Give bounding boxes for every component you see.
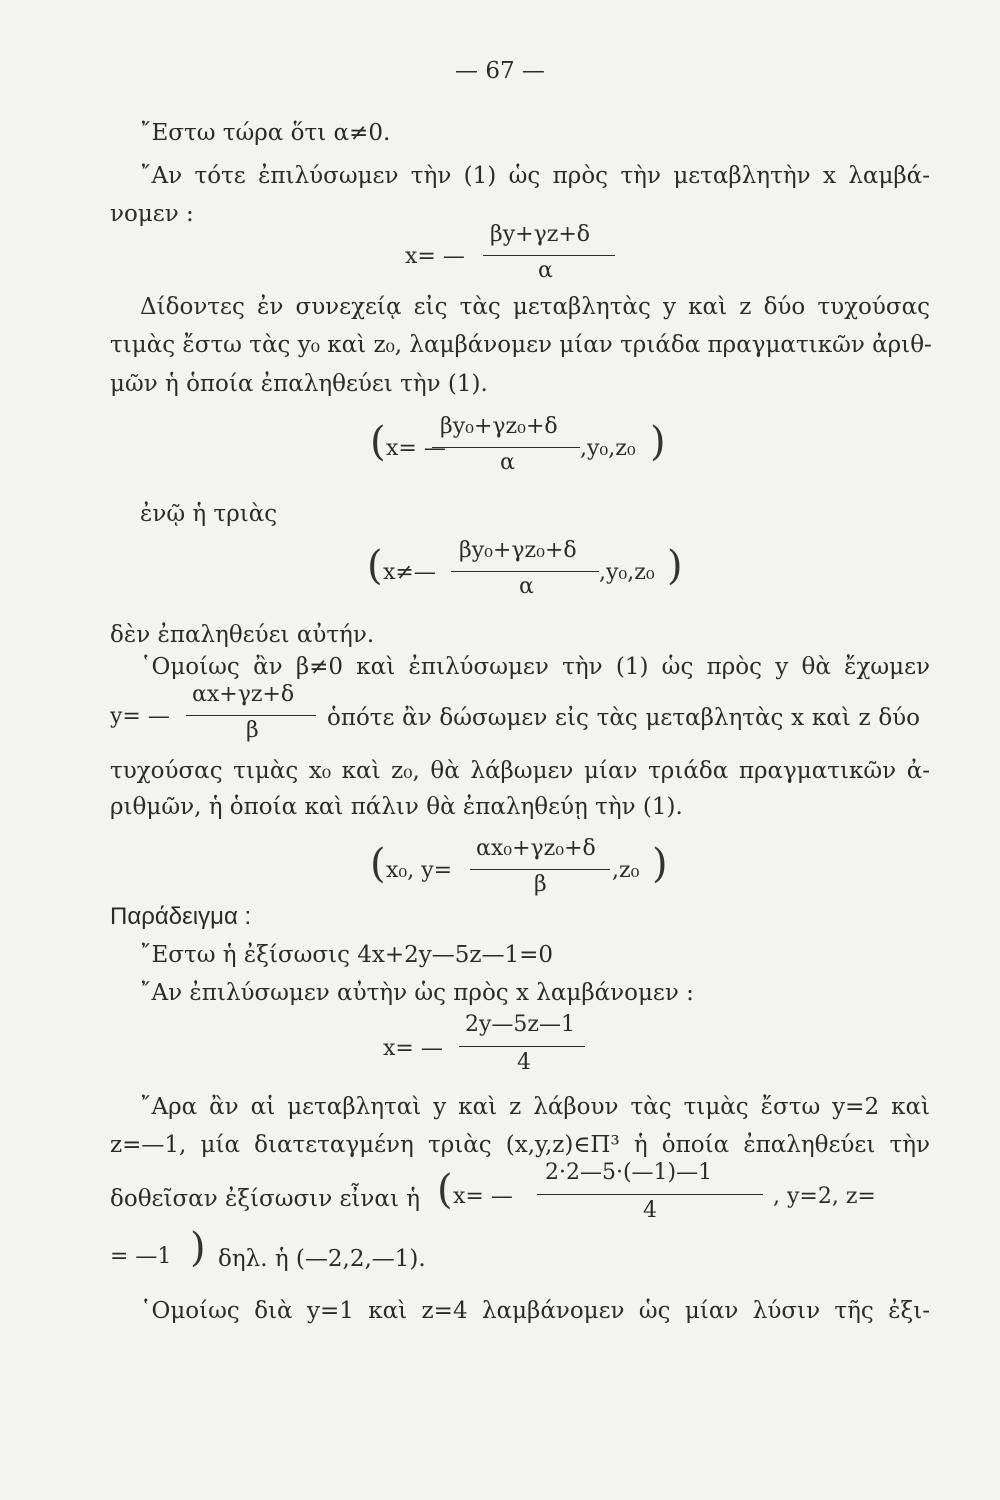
- formula-1-bar: [483, 255, 615, 256]
- formula-2-numerator: βy₀+γz₀+δ: [440, 414, 558, 439]
- formula-3-bar: [451, 571, 599, 572]
- formula-3-tail: ,y₀,z₀: [599, 560, 655, 585]
- formula-3-denominator: α: [519, 574, 534, 599]
- text-line-14: ῎Αν ἐπιλύσωμεν αὐτὴν ὡς πρὸς x λαμβάνομεν :: [140, 980, 694, 1006]
- text-line-16: z=—1, μία διατεταγμένη τριὰς (x,y,z)∈Π³ ἡ ὁποία ἐπαληθεύει τὴν: [110, 1132, 930, 1158]
- page-number: — 67 —: [455, 58, 545, 84]
- text-line-18: δηλ. ἡ (—2,2,—1).: [218, 1246, 426, 1272]
- formula-7-lhs: x= —: [453, 1184, 513, 1209]
- formula-3-numerator: βy₀+γz₀+δ: [459, 538, 577, 563]
- example-heading: Παράδειγμα :: [110, 903, 252, 930]
- text-line-3: νομεν :: [110, 201, 194, 227]
- text-line-7: ἐνῷ ἡ τριὰς: [140, 501, 278, 527]
- formula-7-bar: [537, 1194, 763, 1195]
- text-line-13: ῎Εστω ἡ ἐξίσωσις 4x+2y—5z—1=0: [140, 942, 554, 968]
- formula-5-bar: [470, 869, 610, 870]
- formula-5-lhs: x₀, y=: [386, 858, 453, 883]
- formula-1-lhs: x= —: [405, 244, 465, 269]
- text-line-9: ῾Ομοίως ἂν β≠0 καὶ ἐπιλύσωμεν τὴν (1) ὡς πρὸς y θὰ ἔχωμεν: [140, 654, 930, 680]
- text-line-1: ῎Εστω τώρα ὅτι α≠0.: [140, 120, 391, 146]
- formula-7-tail: , y=2, z=: [773, 1184, 876, 1209]
- formula-5-numerator: αx₀+γz₀+δ: [476, 836, 596, 861]
- formula-6-bar: [459, 1046, 585, 1047]
- formula-8-value: = —1: [110, 1244, 172, 1269]
- formula-2-close-paren: ): [650, 419, 666, 465]
- text-line-6: μῶν ἡ ὁποία ἐπαληθεύει τὴν (1).: [110, 371, 488, 397]
- formula-4-bar: [186, 715, 316, 716]
- text-line-11: τυχούσας τιμὰς x₀ καὶ z₀, θὰ λάβωμεν μίαν τριάδα πραγματικῶν ἀ-: [110, 758, 930, 784]
- formula-4-numerator: αx+γz+δ: [192, 682, 295, 707]
- formula-5-tail: ,z₀: [612, 858, 640, 883]
- formula-1-denominator: α: [538, 258, 553, 283]
- text-line-5: τιμὰς ἔστω τὰς y₀ καὶ z₀, λαμβάνομεν μίαν τριάδα πραγματικῶν ἀριθ-: [110, 332, 932, 358]
- formula-7-denominator: 4: [643, 1198, 657, 1223]
- text-line-15: ῎Αρα ἂν αἱ μεταβληταὶ y καὶ z λάβουν τὰς τιμὰς ἔστω y=2 καὶ: [140, 1094, 930, 1120]
- formula-2-bar: [432, 447, 580, 448]
- formula-5-open-paren: (: [370, 841, 386, 887]
- text-line-4: Δίδοντες ἐν συνεχείᾳ εἰς τὰς μεταβλητὰς y καὶ z δύο τυχούσας: [140, 294, 930, 320]
- formula-2-open-paren: (: [370, 419, 386, 465]
- formula-8-close-paren: ): [190, 1225, 206, 1271]
- formula-6-lhs: x= —: [383, 1036, 443, 1061]
- formula-5-denominator: β: [534, 872, 547, 897]
- formula-2-lhs: x= —: [386, 436, 446, 461]
- formula-2-denominator: α: [500, 450, 515, 475]
- formula-7-numerator: 2·2—5·(—1)—1: [545, 1160, 713, 1185]
- formula-3-lhs: x≠—: [383, 560, 436, 585]
- text-line-10: ὁπότε ἂν δώσωμεν εἰς τὰς μεταβλητὰς x καὶ z δύο: [327, 705, 920, 731]
- formula-3-open-paren: (: [367, 543, 383, 589]
- text-line-19: ῾Ομοίως διὰ y=1 καὶ z=4 λαμβάνομεν ὡς μίαν λύσιν τῆς ἐξι-: [140, 1298, 930, 1324]
- formula-4-lhs: y= —: [110, 704, 170, 729]
- text-line-17: δοθεῖσαν ἐξίσωσιν εἶναι ἡ: [110, 1186, 421, 1212]
- formula-5-close-paren: ): [652, 841, 668, 887]
- formula-3-close-paren: ): [667, 543, 683, 589]
- formula-6-numerator: 2y—5z—1: [465, 1012, 576, 1037]
- text-line-2: ῎Αν τότε ἐπιλύσωμεν τὴν (1) ὡς πρὸς τὴν μεταβλητὴν x λαμβά-: [140, 163, 930, 189]
- text-line-12: ριθμῶν, ἡ ὁποία καὶ πάλιν θὰ ἐπαληθεύῃ τὴν (1).: [110, 794, 683, 820]
- text-line-8: δὲν ἐπαληθεύει αὐτήν.: [110, 622, 375, 648]
- formula-6-denominator: 4: [517, 1050, 531, 1075]
- formula-1-numerator: βy+γz+δ: [490, 222, 590, 247]
- formula-2-tail: ,y₀,z₀: [580, 436, 636, 461]
- formula-7-open-paren: (: [437, 1167, 453, 1213]
- formula-4-denominator: β: [246, 718, 259, 743]
